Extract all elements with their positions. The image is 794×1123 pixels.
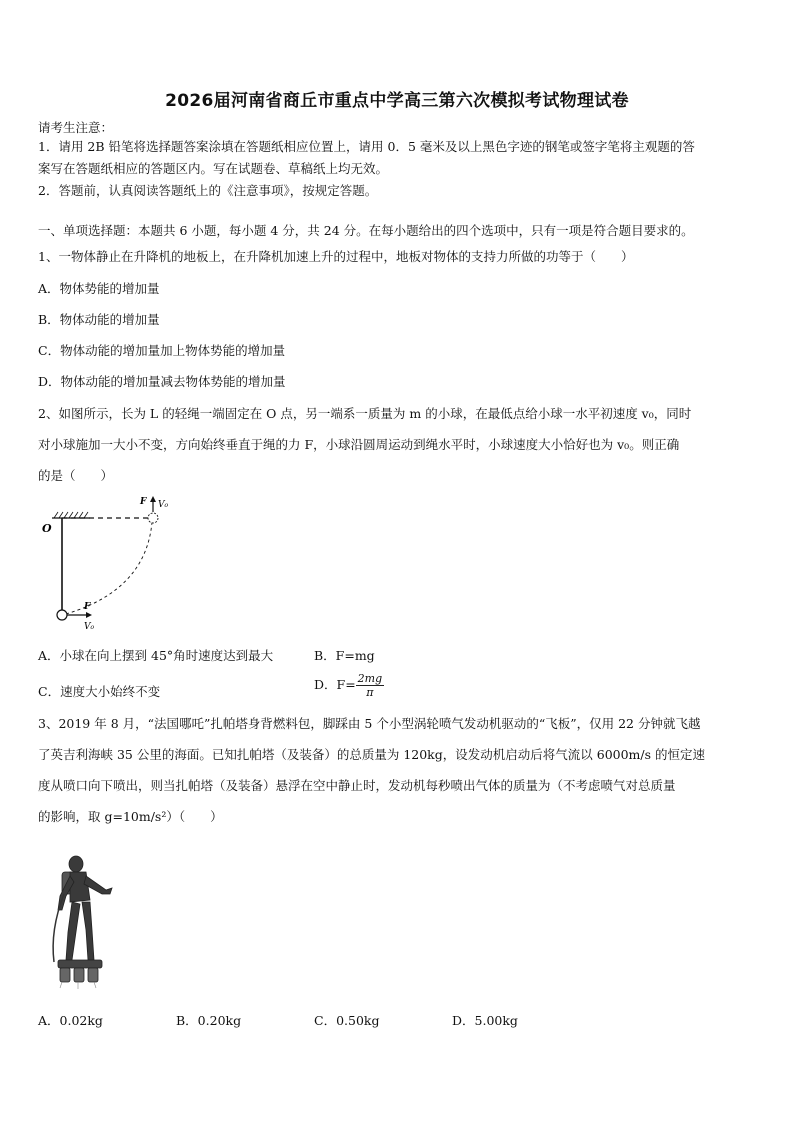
question-3-option-c: C．0.50kg — [314, 1013, 380, 1028]
question-3-option-b: B．0.20kg — [176, 1013, 242, 1028]
ball-bottom — [57, 610, 67, 620]
question-2-option-b: B．F=mg — [314, 648, 375, 663]
notice-heading: 请考生注意： — [38, 120, 114, 135]
question-2-line-1: 2、如图所示，长为 L 的轻绳一端固定在 O 点，另一端系一质量为 m 的小球，在最低点给小球一水平初速度 v₀，同时 — [38, 406, 692, 421]
question-3-option-a: A．0.02kg — [38, 1013, 103, 1028]
ball-top — [148, 513, 158, 523]
velocity-label-bottom: V₀ — [84, 622, 95, 632]
force-arrowhead-top — [150, 496, 156, 502]
notice-item-2: 2．答题前，认真阅读答题纸上的《注意事项》，按规定答题。 — [38, 183, 378, 198]
question-3-line-3: 度从喷口向下喷出，则当扎帕塔（及装备）悬浮在空中静止时，发动机每秒喷出气体的质量为（不考虑喷气对总质量 — [38, 778, 676, 793]
question-2-option-d — [314, 672, 384, 699]
section-heading: 一、单项选择题：本题共 6 小题，每小题 4 分，共 24 分。在每小题给出的四个选项中，只有一项是符合题目要求的。 — [38, 223, 694, 238]
fraction-denominator: π — [366, 686, 374, 699]
question-2-option-c: C．速度大小始终不变 — [38, 684, 161, 699]
pendulum-figure — [36, 490, 186, 635]
notice-item-1-line-1: 1．请用 2B 铅笔将选择题答案涂填在答题纸相应位置上，请用 0．5 毫米及以上黑色字迹的钢笔或签字笔将主观题的答 — [38, 139, 695, 154]
question-2-option-a: A．小球在向上摆到 45°角时速度达到最大 — [38, 648, 274, 663]
question-1-stem: 1、一物体静止在升降机的地板上，在升降机加速上升的过程中，地板对物体的支持力所做的功等于（ ） — [38, 249, 634, 264]
question-1-option-b: B．物体动能的增加量 — [38, 312, 160, 327]
force-label-top: F — [140, 497, 147, 507]
question-2-line-3: 的是（ ） — [38, 468, 114, 483]
question-1-option-c: C．物体动能的增加量加上物体势能的增加量 — [38, 343, 286, 358]
question-2-line-2: 对小球施加一大小不变，方向始终垂直于绳的力 F，小球沿圆周运动到绳水平时，小球速度大小恰好也为 v₀。则正确 — [38, 437, 680, 452]
trajectory-arc — [66, 522, 152, 614]
flyboard-person-image — [40, 850, 130, 990]
fraction-numerator: 2mg — [357, 672, 383, 685]
option-d-prefix: D．F= — [314, 677, 356, 692]
question-1-option-d: D．物体动能的增加量减去物体势能的增加量 — [38, 374, 286, 389]
question-1-option-a: A．物体势能的增加量 — [38, 281, 160, 296]
question-3-line-2: 了英吉利海峡 35 公里的海面。已知扎帕塔（及装备）的总质量为 120kg，设发动机启动后将气流以 6000m/s 的恒定速 — [38, 747, 706, 762]
velocity-label-top: V₀ — [158, 500, 169, 510]
question-3-line-1: 3、2019 年 8 月，“法国哪吒”扎帕塔身背燃料包，脚踩由 5 个小型涡轮喷气发动机驱动的“飞板”，仅用 22 分钟就飞越 — [38, 716, 701, 731]
question-3-option-d: D．5.00kg — [452, 1013, 518, 1028]
force-arrowhead-bottom — [86, 612, 92, 618]
ceiling-hatch — [54, 512, 88, 518]
notice-item-1-line-2: 案写在答题纸相应的答题区内。写在试题卷、草稿纸上均无效。 — [38, 161, 389, 176]
force-label-bottom: F — [84, 602, 91, 612]
option-d-fraction — [356, 672, 384, 699]
point-o-label: O — [42, 522, 52, 535]
question-3-line-4: 的影响，取 g=10m/s²）（ ） — [38, 809, 223, 824]
page-title: 2026届河南省商丘市重点中学高三第六次模拟考试物理试卷 — [165, 91, 629, 111]
